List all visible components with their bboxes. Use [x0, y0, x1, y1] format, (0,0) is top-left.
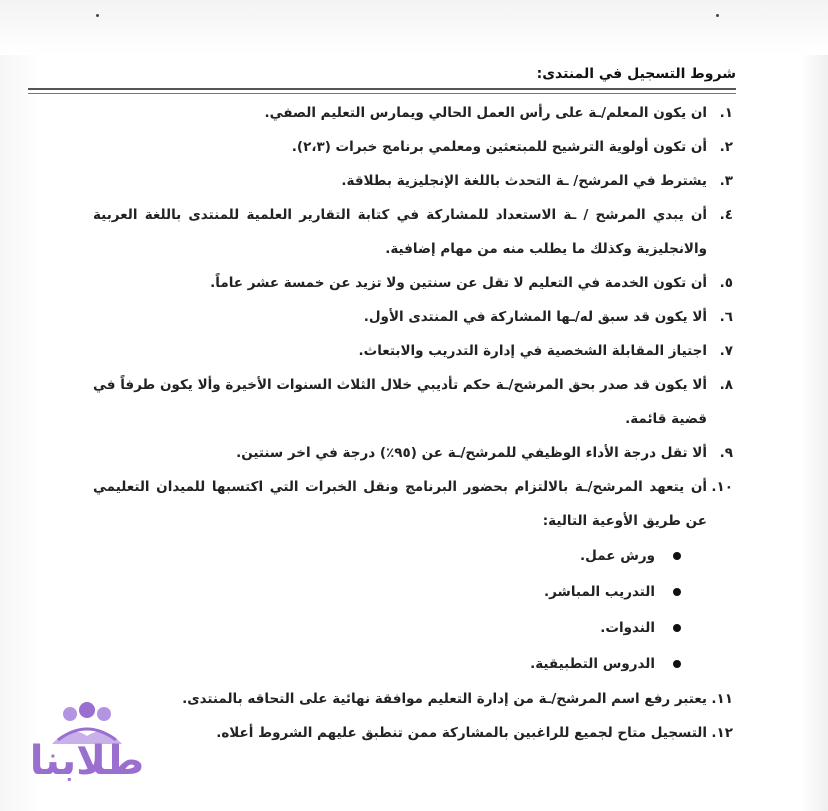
page-top-shadow	[0, 0, 828, 55]
bullet-dot-icon	[673, 660, 681, 668]
item-number: ١٠.	[711, 479, 733, 495]
list-item	[93, 436, 733, 470]
item-text: ان يكون المعلم/ـة على رأس العمل الحالي ويمارس التعليم الصفي.	[264, 105, 707, 121]
item-number: ٤.	[719, 207, 733, 223]
bullet-item	[93, 610, 681, 646]
list-item	[93, 198, 733, 266]
bullet-text: الدروس التطبيقية.	[530, 656, 655, 672]
bullet-text: التدريب المباشر.	[544, 584, 655, 600]
list-item	[93, 96, 733, 130]
item-number: ٦.	[719, 309, 733, 325]
item-text: ألا يكون قد صدر بحق المرشح/ـة حكم تأديبي خلال الثلاث السنوات الأخيرة وألا يكون طرفاً في قضية قائمة.	[93, 377, 707, 427]
logo-text: طلابنا	[29, 738, 145, 784]
list-item	[93, 334, 733, 368]
item-number: ٥.	[719, 275, 733, 291]
heading-rule	[28, 88, 736, 90]
list-item	[93, 368, 733, 436]
item-number: ٣.	[719, 173, 733, 189]
bullet-dot-icon	[673, 624, 681, 632]
item-text: أن تكون الخدمة في التعليم لا تقل عن سنتين ولا تزيد عن خمسة عشر عاماً.	[210, 275, 707, 291]
list-item	[93, 300, 733, 334]
item-text: أن يبدي المرشح / ـة الاستعداد للمشاركة في كتابة التقارير العلمية للمنتدى باللغة العربية والانجليزية وكذلك ما يطلب منه من مهام إضافية.	[93, 207, 707, 257]
item-text: يعتبر رفع اسم المرشح/ـة من إدارة التعليم موافقة نهائية على التحاقه بالمنتدى.	[182, 691, 707, 707]
bullet-dot-icon	[673, 588, 681, 596]
list-item	[93, 164, 733, 198]
item-number: ١٢.	[711, 725, 733, 741]
item-text: أن يتعهد المرشح/ـة بالالتزام بحضور البرنامج ونقل الخبرات التي اكتسبها للميدان التعليمي عن طريق الأوعية التالية:	[93, 479, 707, 529]
item-text: اجتياز المقابلة الشخصية في إدارة التدريب والابتعاث.	[358, 343, 707, 359]
item-text: ألا تقل درجة الأداء الوظيفي للمرشح/ـة عن (٩٥٪) درجة في اخر سنتين.	[236, 445, 707, 461]
item-text: التسجيل متاح لجميع للراغبين بالمشاركة ممن تنطبق عليهم الشروط أعلاه.	[216, 725, 707, 741]
bullet-item	[93, 538, 681, 574]
item-number: ٧.	[719, 343, 733, 359]
scan-mark	[716, 14, 719, 17]
item-text: يشترط في المرشح/ ـة التحدث باللغة الإنجليزية بطلاقة.	[341, 173, 707, 189]
bullet-item	[93, 574, 681, 610]
channels-bullet-list	[93, 538, 733, 682]
list-item	[93, 130, 733, 164]
bullet-item	[93, 646, 681, 682]
item-number: ٨.	[719, 377, 733, 393]
bullet-text: الندوات.	[600, 620, 655, 636]
list-item	[93, 716, 733, 750]
bullet-dot-icon	[673, 552, 681, 560]
item-number: ١.	[719, 105, 733, 121]
item-number: ٢.	[719, 139, 733, 155]
heading-rule-thin	[28, 93, 736, 94]
conditions-list	[93, 96, 733, 750]
section-heading: شروط التسجيل في المنتدى:	[536, 66, 736, 82]
list-item	[93, 470, 733, 538]
item-text: ألا يكون قد سبق له/ـها المشاركة في المنتدى الأول.	[363, 309, 707, 325]
item-number: ١١.	[711, 691, 733, 707]
item-text: أن تكون أولوية الترشيح للمبتعثين ومعلمي برنامج خبرات (٢،٣).	[291, 139, 707, 155]
list-item	[93, 682, 733, 716]
item-number: ٩.	[719, 445, 733, 461]
watermark-logo	[22, 700, 152, 790]
bullet-text: ورش عمل.	[580, 548, 655, 564]
scan-mark	[96, 14, 99, 17]
list-item	[93, 266, 733, 300]
